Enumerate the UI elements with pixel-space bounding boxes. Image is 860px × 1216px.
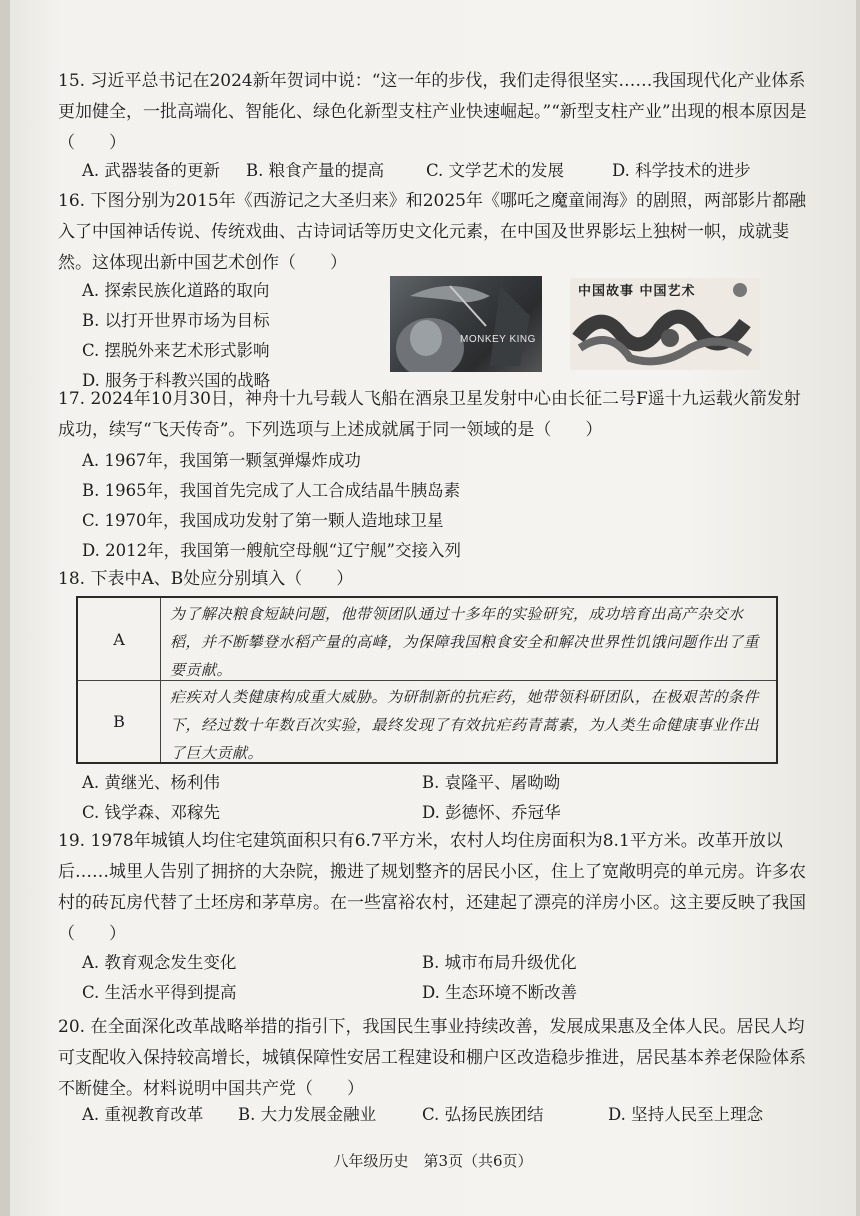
monkey-king-figure-icon — [390, 276, 542, 372]
question-16-stem: 16. 下图分别为2015年《西游记之大圣归来》和2025年《哪吒之魔童闹海》的剧照，两部影片都融入了中国神话传说、传统戏曲、古诗词话等历史文化元素，在中国及世界影坛上独树一帜，成就斐然。这体现出新中国艺术创作（ ） — [58, 191, 806, 273]
monkey-king-caption: MONKEY KING — [460, 334, 536, 345]
q18-option-d: D. 彭德怀、乔冠华 — [422, 803, 561, 822]
q18-table-row-a — [78, 598, 776, 681]
q17-option-c: C. 1970年，我国成功发射了第一颗人造地球卫星 — [82, 511, 444, 530]
q17-option-b: B. 1965年，我国首先完成了人工合成结晶牛胰岛素 — [82, 481, 461, 500]
exam-page — [10, 0, 856, 1216]
q16-option-a: A. 探索民族化道路的取向 — [82, 281, 270, 300]
q17-option-a: A. 1967年，我国第一颗氢弹爆炸成功 — [82, 451, 361, 470]
q16-option-c: C. 摆脱外来艺术形式影响 — [82, 341, 270, 360]
page-footer: 八年级历史 第3页（共6页） — [333, 1152, 533, 1170]
q19-option-b: B. 城市布局升级优化 — [422, 953, 577, 972]
q17-option-d: D. 2012年，我国第一艘航空母舰“辽宁舰”交接入列 — [82, 541, 461, 560]
q20-option-a: A. 重视教育改革 — [82, 1105, 204, 1124]
q16-option-b: B. 以打开世界市场为目标 — [82, 311, 270, 330]
question-18-stem: 18. 下表中A、B处应分别填入（ ） — [58, 569, 354, 589]
q18-option-a: A. 黄继光、杨利伟 — [82, 773, 220, 792]
q19-option-d: D. 生态环境不断改善 — [422, 983, 578, 1002]
question-17-stem: 17. 2024年10月30日，神舟十九号载人飞船在酒泉卫星发射中心由长征二号F遥十九运载火箭发射成功，续写“飞天传奇”。下列选项与上述成就属于同一领域的是（ ） — [58, 389, 801, 440]
q18-option-c: C. 钱学森、邓稼先 — [82, 803, 221, 822]
q18-row-a-text: 为了解决粮食短缺问题，他带领团队通过十多年的实验研究，成功培育出高产杂交水稻，并不断攀登水稻产量的高峰，为保障我国粮食安全和解决世界性饥饿问题作出了重要贡献。 — [170, 605, 760, 679]
q18-row-a-label: A — [78, 598, 161, 680]
question-19-stem: 19. 1978年城镇人均住宅建筑面积只有6.7平方米，农村人均住房面积为8.1平方米。改革开放以后……城里人告别了拥挤的大杂院，搬进了规划整齐的居民小区，住上了宽敞明亮的单元房。许多农村的砖瓦房代替了土坯房和茅草房。在一些富裕农村，还建起了漂亮的洋房小区。这主要反映了我国（ ） — [58, 831, 806, 944]
monkey-king-still-image — [390, 276, 542, 372]
q18-table — [76, 596, 778, 764]
question-20-stem: 20. 在全面深化改革战略举措的指引下，我国民生事业持续改善，发展成果惠及全体人民。居民人均可支配收入保持较高增长，城镇保障性安居工程建设和棚户区改造稳步推进，居民基本养老保险体系不断健全。材料说明中国共产党（ ） — [58, 1017, 806, 1099]
q20-option-d: D. 坚持人民至上理念 — [608, 1105, 764, 1124]
q18-row-b-label: B — [78, 681, 161, 762]
q15-option-b: B. 粮食产量的提高 — [246, 161, 385, 180]
q20-option-b: B. 大力发展金融业 — [238, 1105, 377, 1124]
q18-option-b: B. 袁隆平、屠呦呦 — [422, 773, 561, 792]
q18-row-b-text: 疟疾对人类健康构成重大威胁。为研制新的抗疟药，她带领科研团队，在极艰苦的条件下，经过数十年数百次实验，最终发现了有效抗疟药青蒿素，为人类生命健康事业作出了巨大贡献。 — [170, 688, 760, 762]
q15-option-a: A. 武器装备的更新 — [82, 161, 220, 180]
q16-option-d: D. 服务于科教兴国的战略 — [82, 371, 271, 390]
q19-option-c: C. 生活水平得到提高 — [82, 983, 237, 1002]
q19-option-a: A. 教育观念发生变化 — [82, 953, 237, 972]
q18-table-row-b — [78, 681, 776, 762]
q15-option-d: D. 科学技术的进步 — [612, 161, 751, 180]
q15-option-c: C. 文学艺术的发展 — [426, 161, 565, 180]
nezha-still-image — [570, 278, 760, 370]
question-15-stem: 15. 习近平总书记在2024新年贺词中说：“这一年的步伐，我们走得很坚实……我国现代化产业体系更加健全，一批高端化、智能化、绿色化新型支柱产业快速崛起。”“新型支柱产业”出现的根本原因是（ ） — [58, 71, 807, 153]
nezha-caption: 中国故事 中国艺术 — [578, 284, 696, 299]
q20-option-c: C. 弘扬民族团结 — [422, 1105, 544, 1124]
